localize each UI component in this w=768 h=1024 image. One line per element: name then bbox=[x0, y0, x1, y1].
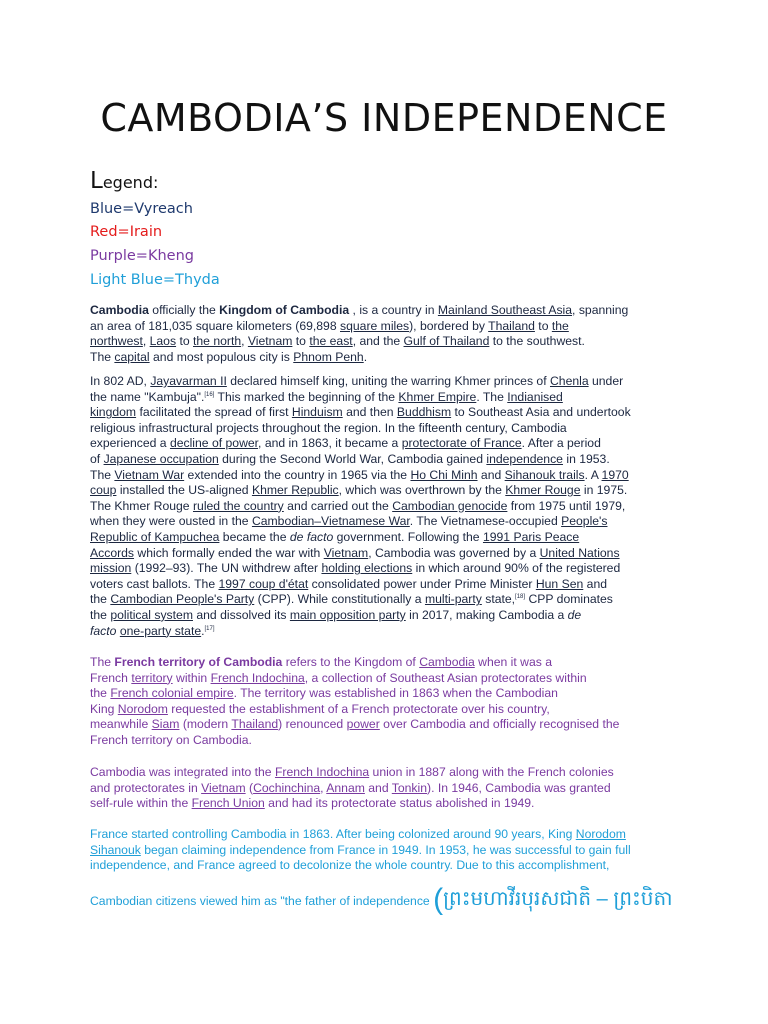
hyperlink[interactable]: Tonkin bbox=[391, 780, 428, 795]
text-run: the bbox=[90, 686, 111, 701]
text-line bbox=[90, 405, 680, 421]
hyperlink[interactable]: Japanese occupation bbox=[103, 451, 219, 466]
text-run: to the southwest. bbox=[489, 334, 585, 349]
text-run: . bbox=[363, 349, 368, 364]
text-run: in 1975. bbox=[580, 483, 628, 498]
legend-item-red: Red=Irain bbox=[90, 224, 163, 240]
text-run: . After a period bbox=[521, 436, 601, 451]
hyperlink[interactable]: northwest bbox=[90, 334, 143, 349]
hyperlink[interactable]: Cambodian People's Party bbox=[110, 592, 255, 607]
text-run: , which was overthrown by the bbox=[338, 483, 506, 498]
text-run: officially the bbox=[148, 303, 220, 317]
text-run: The Khmer Rouge bbox=[90, 498, 193, 513]
hyperlink[interactable]: mission bbox=[90, 561, 132, 576]
text-run: King bbox=[90, 701, 118, 716]
text-run: (CPP). While constitutionally a bbox=[254, 592, 425, 607]
hyperlink[interactable]: the bbox=[551, 318, 569, 333]
hyperlink[interactable]: French Union bbox=[191, 796, 265, 811]
text-run: experienced a bbox=[90, 436, 170, 451]
text-run: government. Following the bbox=[333, 529, 483, 544]
hyperlink[interactable]: Vietnam War bbox=[114, 467, 185, 482]
hyperlink[interactable]: 1970 bbox=[601, 467, 629, 482]
hyperlink[interactable]: Hinduism bbox=[291, 405, 343, 420]
hyperlink[interactable]: Jayavarman II bbox=[150, 374, 227, 388]
text-run: , and the bbox=[352, 334, 404, 349]
text-line bbox=[90, 561, 680, 577]
text-run: in 2017, making Cambodia a bbox=[405, 607, 568, 622]
hyperlink[interactable]: French Indochina bbox=[210, 670, 305, 685]
text-run: to bbox=[292, 334, 310, 349]
father-of-independence-text: Cambodian citizens viewed him as "the father of independence bbox=[90, 894, 430, 908]
text-run: ( bbox=[245, 780, 254, 795]
text-run: CPP dominates bbox=[525, 592, 613, 607]
text-run: the bbox=[90, 607, 111, 622]
text-line bbox=[90, 483, 680, 499]
text-line bbox=[90, 421, 680, 437]
text-run: French territory of Cambodia bbox=[114, 655, 283, 669]
text-run: the bbox=[90, 592, 111, 607]
hyperlink[interactable]: multi-party bbox=[424, 592, 482, 607]
text-run: state, bbox=[481, 592, 516, 607]
hyperlink[interactable]: ruled the country bbox=[192, 498, 284, 513]
hyperlink[interactable]: Sihanouk trails bbox=[504, 467, 585, 482]
text-line bbox=[90, 468, 680, 484]
text-run: during the Second World War, Cambodia gained bbox=[218, 451, 487, 466]
hyperlink[interactable]: Norodom bbox=[575, 827, 626, 841]
text-run: and then bbox=[342, 405, 397, 420]
hyperlink[interactable]: capital bbox=[114, 349, 150, 364]
text-run: to Southeast Asia and undertook bbox=[451, 405, 631, 420]
hyperlink[interactable]: Vietnam bbox=[247, 334, 293, 349]
text-run: when it was a bbox=[474, 655, 552, 669]
text-line bbox=[90, 781, 680, 797]
text-run: consolidated power under Prime Minister bbox=[308, 576, 536, 591]
text-line bbox=[90, 577, 680, 593]
text-line bbox=[90, 624, 680, 640]
text-line bbox=[90, 671, 680, 687]
text-line bbox=[90, 733, 680, 749]
hyperlink[interactable]: Cambodian genocide bbox=[392, 498, 508, 513]
text-run: which formally ended the war with bbox=[134, 545, 324, 560]
legend-item-blue: Blue=Vyreach bbox=[90, 201, 193, 217]
hyperlink[interactable]: holding elections bbox=[321, 561, 413, 576]
page-title: CAMBODIA’S INDEPENDENCE bbox=[100, 96, 668, 140]
hyperlink[interactable]: political system bbox=[110, 607, 193, 622]
text-run: requested the establishment of a French protectorate over his country, bbox=[167, 701, 550, 716]
hyperlink[interactable]: Thailand bbox=[488, 318, 535, 333]
text-line bbox=[90, 546, 680, 562]
text-run: when they were ousted in the bbox=[90, 514, 252, 529]
hyperlink[interactable]: French colonial empire bbox=[110, 686, 234, 701]
text-run: became the bbox=[219, 529, 290, 544]
text-run: and bbox=[583, 576, 608, 591]
text-run: to bbox=[176, 334, 193, 349]
text-run: self-rule within the bbox=[90, 796, 192, 811]
text-run: The bbox=[90, 349, 115, 364]
hyperlink[interactable]: Annam bbox=[326, 780, 365, 795]
text-run: ). In 1946, Cambodia was granted bbox=[427, 780, 611, 795]
text-run: facilitated the spread of first bbox=[136, 405, 292, 420]
hyperlink[interactable]: Sihanouk bbox=[90, 842, 141, 857]
legend-heading-rest: egend: bbox=[102, 173, 159, 192]
hyperlink[interactable]: the east bbox=[309, 334, 353, 349]
text-run: , bbox=[142, 334, 150, 349]
text-line bbox=[90, 843, 680, 859]
hyperlink[interactable]: Ho Chi Minh bbox=[410, 467, 478, 482]
text-run: In 802 AD, bbox=[90, 374, 151, 388]
legend-item-purple: Purple=Kheng bbox=[90, 248, 194, 264]
hyperlink[interactable]: main opposition party bbox=[289, 607, 406, 622]
text-run: , bbox=[320, 780, 327, 795]
hyperlink[interactable]: territory bbox=[131, 670, 173, 685]
hyperlink[interactable]: Cochinchina bbox=[253, 780, 321, 795]
text-run: meanwhile bbox=[90, 717, 152, 732]
legend-item-light-blue: Light Blue=Thyda bbox=[90, 272, 220, 288]
text-run: , is a country in bbox=[349, 303, 438, 317]
text-run: and most populous city is bbox=[149, 349, 294, 364]
text-run: began claiming independence from France in 1949. In 1953, he was successful to gain full bbox=[140, 842, 631, 857]
text-run: and dissolved its bbox=[192, 607, 290, 622]
text-run: , a collection of Southeast Asian protectorates within bbox=[304, 670, 587, 685]
text-run: independence, and France agreed to decolonize the whole country. Due to this accomplishment, bbox=[90, 858, 610, 873]
hyperlink[interactable]: Khmer Rouge bbox=[505, 483, 581, 498]
text-run: of bbox=[90, 451, 104, 466]
text-run: (modern bbox=[179, 717, 232, 732]
text-line bbox=[90, 686, 680, 702]
text-line bbox=[90, 390, 680, 406]
text-run: de facto bbox=[289, 529, 334, 544]
text-run: from 1975 until 1979, bbox=[507, 498, 626, 513]
text-line bbox=[90, 592, 680, 608]
text-line bbox=[90, 334, 680, 350]
text-run: refers to the Kingdom of bbox=[282, 655, 420, 669]
text-line bbox=[90, 655, 680, 671]
text-line bbox=[90, 827, 680, 843]
text-line bbox=[90, 796, 680, 812]
text-run: . A bbox=[584, 467, 602, 482]
text-run: Kingdom of Cambodia bbox=[219, 303, 350, 317]
text-run: de bbox=[567, 607, 582, 622]
text-run: ), bordered by bbox=[409, 318, 489, 333]
text-run: The bbox=[90, 655, 115, 669]
hyperlink[interactable]: Cambodia bbox=[419, 655, 475, 669]
paragraph-french-territory bbox=[90, 655, 680, 749]
text-run: , and in 1863, it became a bbox=[258, 436, 402, 451]
text-run: the name "Kambuja". bbox=[90, 389, 205, 404]
citation-ref[interactable]: [16] bbox=[204, 391, 215, 398]
hyperlink[interactable]: Buddhism bbox=[396, 405, 452, 420]
hyperlink[interactable]: decline of power bbox=[169, 436, 259, 451]
hyperlink[interactable]: Thailand bbox=[231, 717, 279, 732]
text-run: religious infrastructural projects throughout the region. In the fifteenth century, Cambodia bbox=[90, 420, 567, 435]
text-run: union in 1887 along with the French colonies bbox=[369, 765, 614, 779]
text-line bbox=[90, 350, 680, 366]
text-run: , bbox=[241, 334, 248, 349]
hyperlink[interactable]: 1991 Paris Peace bbox=[482, 529, 580, 544]
text-line bbox=[90, 608, 680, 624]
text-run: Cambodia was integrated into the bbox=[90, 765, 275, 779]
text-run: within bbox=[172, 670, 211, 685]
paragraph-independence bbox=[90, 827, 680, 874]
text-run: and bbox=[364, 780, 392, 795]
text-run: , Cambodia was governed by a bbox=[368, 545, 540, 560]
text-line bbox=[90, 530, 680, 546]
text-line bbox=[90, 858, 680, 874]
hyperlink[interactable]: Khmer Empire bbox=[398, 389, 477, 404]
hyperlink[interactable]: Republic of Kampuchea bbox=[90, 529, 220, 544]
text-run: an area of 181,035 square kilometers (69,898 bbox=[90, 318, 341, 333]
hyperlink[interactable]: independence bbox=[486, 451, 563, 466]
text-run: in 1953. bbox=[562, 451, 610, 466]
text-run: . bbox=[201, 623, 205, 638]
hyperlink[interactable]: Chenla bbox=[549, 374, 589, 388]
hyperlink[interactable]: Indianised bbox=[507, 389, 563, 404]
paragraph-cambodia-overview bbox=[90, 303, 680, 365]
text-run: extended into the country in 1965 via the bbox=[184, 467, 411, 482]
text-line bbox=[90, 319, 680, 335]
open-paren: ( bbox=[433, 883, 444, 916]
hyperlink[interactable]: Hun Sen bbox=[535, 576, 584, 591]
legend-heading bbox=[90, 168, 158, 194]
text-run: France started controlling Cambodia in 1863. After being colonized around 90 years, King bbox=[90, 827, 576, 841]
text-line bbox=[90, 717, 680, 733]
hyperlink[interactable]: Vietnam bbox=[201, 780, 246, 795]
hyperlink[interactable]: Khmer Republic bbox=[251, 483, 339, 498]
hyperlink[interactable]: one-party state bbox=[119, 623, 202, 638]
hyperlink[interactable]: United Nations bbox=[539, 545, 620, 560]
text-run: . The Vietnamese-occupied bbox=[409, 514, 562, 529]
hyperlink[interactable]: Vietnam bbox=[323, 545, 369, 560]
hyperlink[interactable]: square miles bbox=[340, 318, 410, 333]
text-run: and had its protectorate status abolished in 1949. bbox=[264, 796, 535, 811]
text-run: and carried out the bbox=[283, 498, 393, 513]
paragraph-cambodia-history bbox=[90, 374, 680, 639]
text-run: French territory on Cambodia. bbox=[90, 732, 252, 747]
text-line bbox=[90, 303, 680, 319]
hyperlink[interactable]: Cambodian–Vietnamese War bbox=[251, 514, 410, 529]
hyperlink[interactable]: French Indochina bbox=[274, 765, 370, 779]
hyperlink[interactable]: 1997 coup d'état bbox=[218, 576, 309, 591]
text-run: This marked the beginning of the bbox=[214, 389, 399, 404]
legend-initial: L bbox=[90, 168, 103, 194]
text-line bbox=[90, 765, 680, 781]
hyperlink[interactable]: coup bbox=[90, 483, 117, 498]
text-run: over Cambodia and officially recognised the bbox=[379, 717, 620, 732]
hyperlink[interactable]: People's bbox=[561, 514, 608, 529]
text-run: in which around 90% of the registered bbox=[412, 561, 621, 576]
text-run: facto bbox=[90, 623, 117, 638]
hyperlink[interactable]: Mainland Southeast Asia bbox=[437, 303, 573, 317]
text-run: Cambodia bbox=[90, 303, 149, 317]
text-line bbox=[90, 499, 680, 515]
text-run: and bbox=[477, 467, 505, 482]
hyperlink[interactable]: kingdom bbox=[90, 405, 137, 420]
text-run: French bbox=[90, 670, 132, 685]
text-run: (1992–93). The UN withdrew after bbox=[131, 561, 322, 576]
hyperlink[interactable]: Siam bbox=[151, 717, 180, 732]
citation-ref[interactable]: [18] bbox=[515, 594, 526, 601]
paragraph-french-indochina bbox=[90, 765, 680, 812]
hyperlink[interactable]: Laos bbox=[149, 334, 177, 349]
text-run: . The territory was established in 1863 when the Cambodian bbox=[233, 686, 558, 701]
khmer-title: ព្រះមហាវីរបុរសជាតិ – ព្រះបិតា bbox=[443, 888, 673, 910]
hyperlink[interactable]: the north bbox=[193, 334, 242, 349]
text-run: under bbox=[588, 374, 624, 388]
citation-ref[interactable]: [17] bbox=[204, 625, 215, 632]
text-line bbox=[90, 702, 680, 718]
paragraph-father-of-independence bbox=[90, 884, 730, 916]
text-line bbox=[90, 436, 680, 452]
hyperlink[interactable]: Gulf of Thailand bbox=[403, 334, 490, 349]
text-run: and protectorates in bbox=[90, 780, 202, 795]
text-run: declared himself king, uniting the warring Khmer princes of bbox=[226, 374, 550, 388]
text-line bbox=[90, 374, 680, 390]
text-line bbox=[90, 452, 680, 468]
text-run: . The bbox=[476, 389, 508, 404]
text-run: The bbox=[90, 467, 115, 482]
text-run: voters cast ballots. The bbox=[90, 576, 219, 591]
text-run: ) renounced bbox=[278, 717, 347, 732]
text-run: to bbox=[534, 318, 552, 333]
hyperlink[interactable]: Accords bbox=[90, 545, 135, 560]
hyperlink[interactable]: Phnom Penh bbox=[293, 349, 364, 364]
text-run: installed the US-aligned bbox=[116, 483, 252, 498]
hyperlink[interactable]: protectorate of France bbox=[401, 436, 522, 451]
hyperlink[interactable]: power bbox=[346, 717, 380, 732]
text-line bbox=[90, 514, 680, 530]
hyperlink[interactable]: Norodom bbox=[117, 701, 168, 716]
text-run: , spanning bbox=[572, 303, 629, 317]
